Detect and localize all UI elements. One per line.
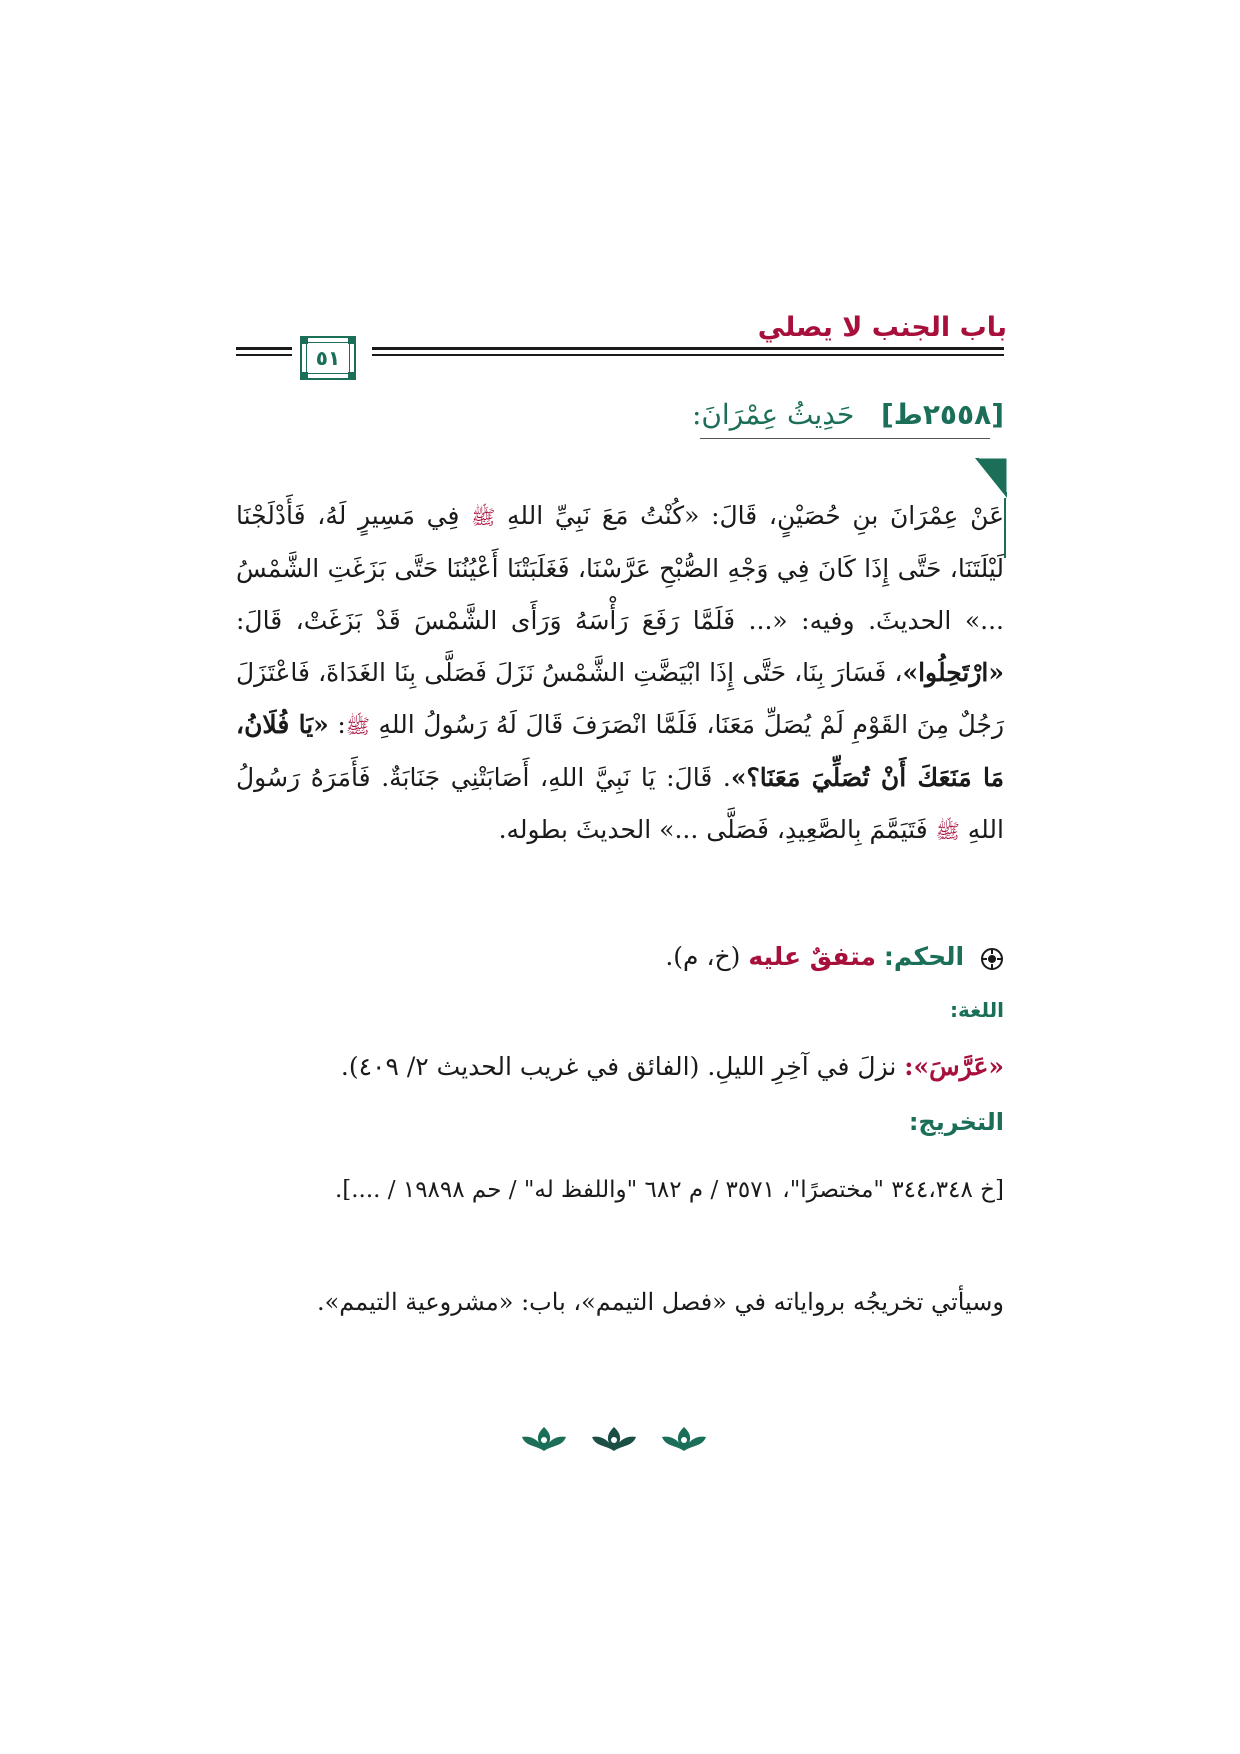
page-number: ٥١ [306, 342, 350, 374]
heading-divider [700, 438, 990, 439]
hadith-part: ، فَسَارَ بِنَا، حَتَّى إِذَا ابْيَضَّتِ الشَّمْسُ نَزَلَ فَصَلَّى بِنَا الغَدَاةَ، فَاعْتَزَلَ رَجُلٌ مِنَ القَوْمِ لَمْ يُصَلِّ مَعَنَا، فَلَمَّا انْصَرَفَ قَالَ لَهُ رَسُولُ اللهِ [236, 658, 1005, 739]
takhrij-heading: التخريج: [908, 1108, 1004, 1136]
salawat-mark: ﷺ [935, 819, 960, 843]
page-number-badge [300, 336, 356, 380]
hadith-quote-bold: «يَا فُلَانُ، مَا مَنَعَكَ أَنْ تُصَلِّيَ مَعَنَا؟» [236, 710, 1005, 792]
hadith-quote-bold: «ارْتَحِلُوا» [902, 658, 1004, 687]
ruling-verdict: متفقٌ عليه [748, 942, 876, 971]
salawat-mark: ﷺ [345, 714, 370, 738]
floral-ornament-icon [590, 1425, 638, 1453]
takhrij-note: وسيأتي تخريجُه برواياته في «فصل التيمم»، باب: «مشروعية التيمم». [316, 1288, 1004, 1316]
hadith-part: . قَالَ: يَا نَبِيَّ اللهِ، أَصَابَتْنِي جَنَابَةٌ. فَأَمَرَهُ رَسُولُ اللهِ [236, 763, 1004, 844]
hadith-part: فِي مَسِيرٍ لَهُ، فَأَدْلَجْنَا لَيْلَتَنَا، حَتَّى إِذَا كَانَ فِي وَجْهِ الصُّبْحِ عَرَّسْنَا، فَغَلَبَتْنَا أَعْيُنُنَا حَتَّى بَزَغَتِ الشَّمْسُ ...» الحديثَ. وفيه: «... فَلَمَّا رَفَعَ رَأْسَهُ وَرَأَى الشَّمْسَ قَدْ بَزَغَتْ، قَالَ: [236, 501, 1004, 635]
section-title: حَدِيثُ عِمْرَانَ: [691, 398, 855, 431]
ruling-line [236, 942, 1004, 971]
takhrij-text: [خ ٣٤٤،٣٤٨ "مختصرًا"، ٣٥٧١ / م ٦٨٢ "واللفظ له" / حم ١٩٨٩٨ / ....]. [334, 1177, 1004, 1203]
closing-ornament [520, 1425, 708, 1453]
floral-ornament-icon [520, 1425, 568, 1453]
floral-ornament-icon [660, 1425, 708, 1453]
hadith-part: عَنْ عِمْرَانَ بنِ حُصَيْنٍ، قَالَ: «كُنْتُ مَعَ نَبِيِّ اللهِ [506, 501, 1005, 530]
header-rule-left-top [236, 347, 292, 350]
flower-icon [980, 947, 1004, 971]
ruling-source: (خ، م). [665, 942, 741, 971]
language-text: نزلَ في آخِرِ الليلِ. (الفائق في غريب الحديث ٢/ ٤٠٩). [340, 1052, 897, 1081]
hadith-part: فَتَيَمَّمَ بِالصَّعِيدِ، فَصَلَّى ...» الحديثَ بطوله. [498, 815, 928, 844]
header-rule-right-top [372, 347, 1004, 350]
hadith-text [236, 490, 1004, 857]
language-heading: اللغة: [950, 998, 1004, 1022]
salawat-mark: ﷺ [471, 505, 496, 529]
ruling-label: الحكم: [883, 942, 965, 971]
language-definition [236, 1052, 1004, 1081]
language-term: «عَرَّسَ»: [904, 1052, 1004, 1081]
hadith-part: : [337, 710, 346, 739]
header-rule-right-bottom [372, 354, 1004, 356]
section-heading [304, 398, 1004, 431]
chapter-title: باب الجنب لا يصلي [757, 312, 1007, 343]
header-rule-left-bottom [236, 354, 292, 356]
section-ref: [٢٥٥٨ط] [880, 398, 1004, 431]
